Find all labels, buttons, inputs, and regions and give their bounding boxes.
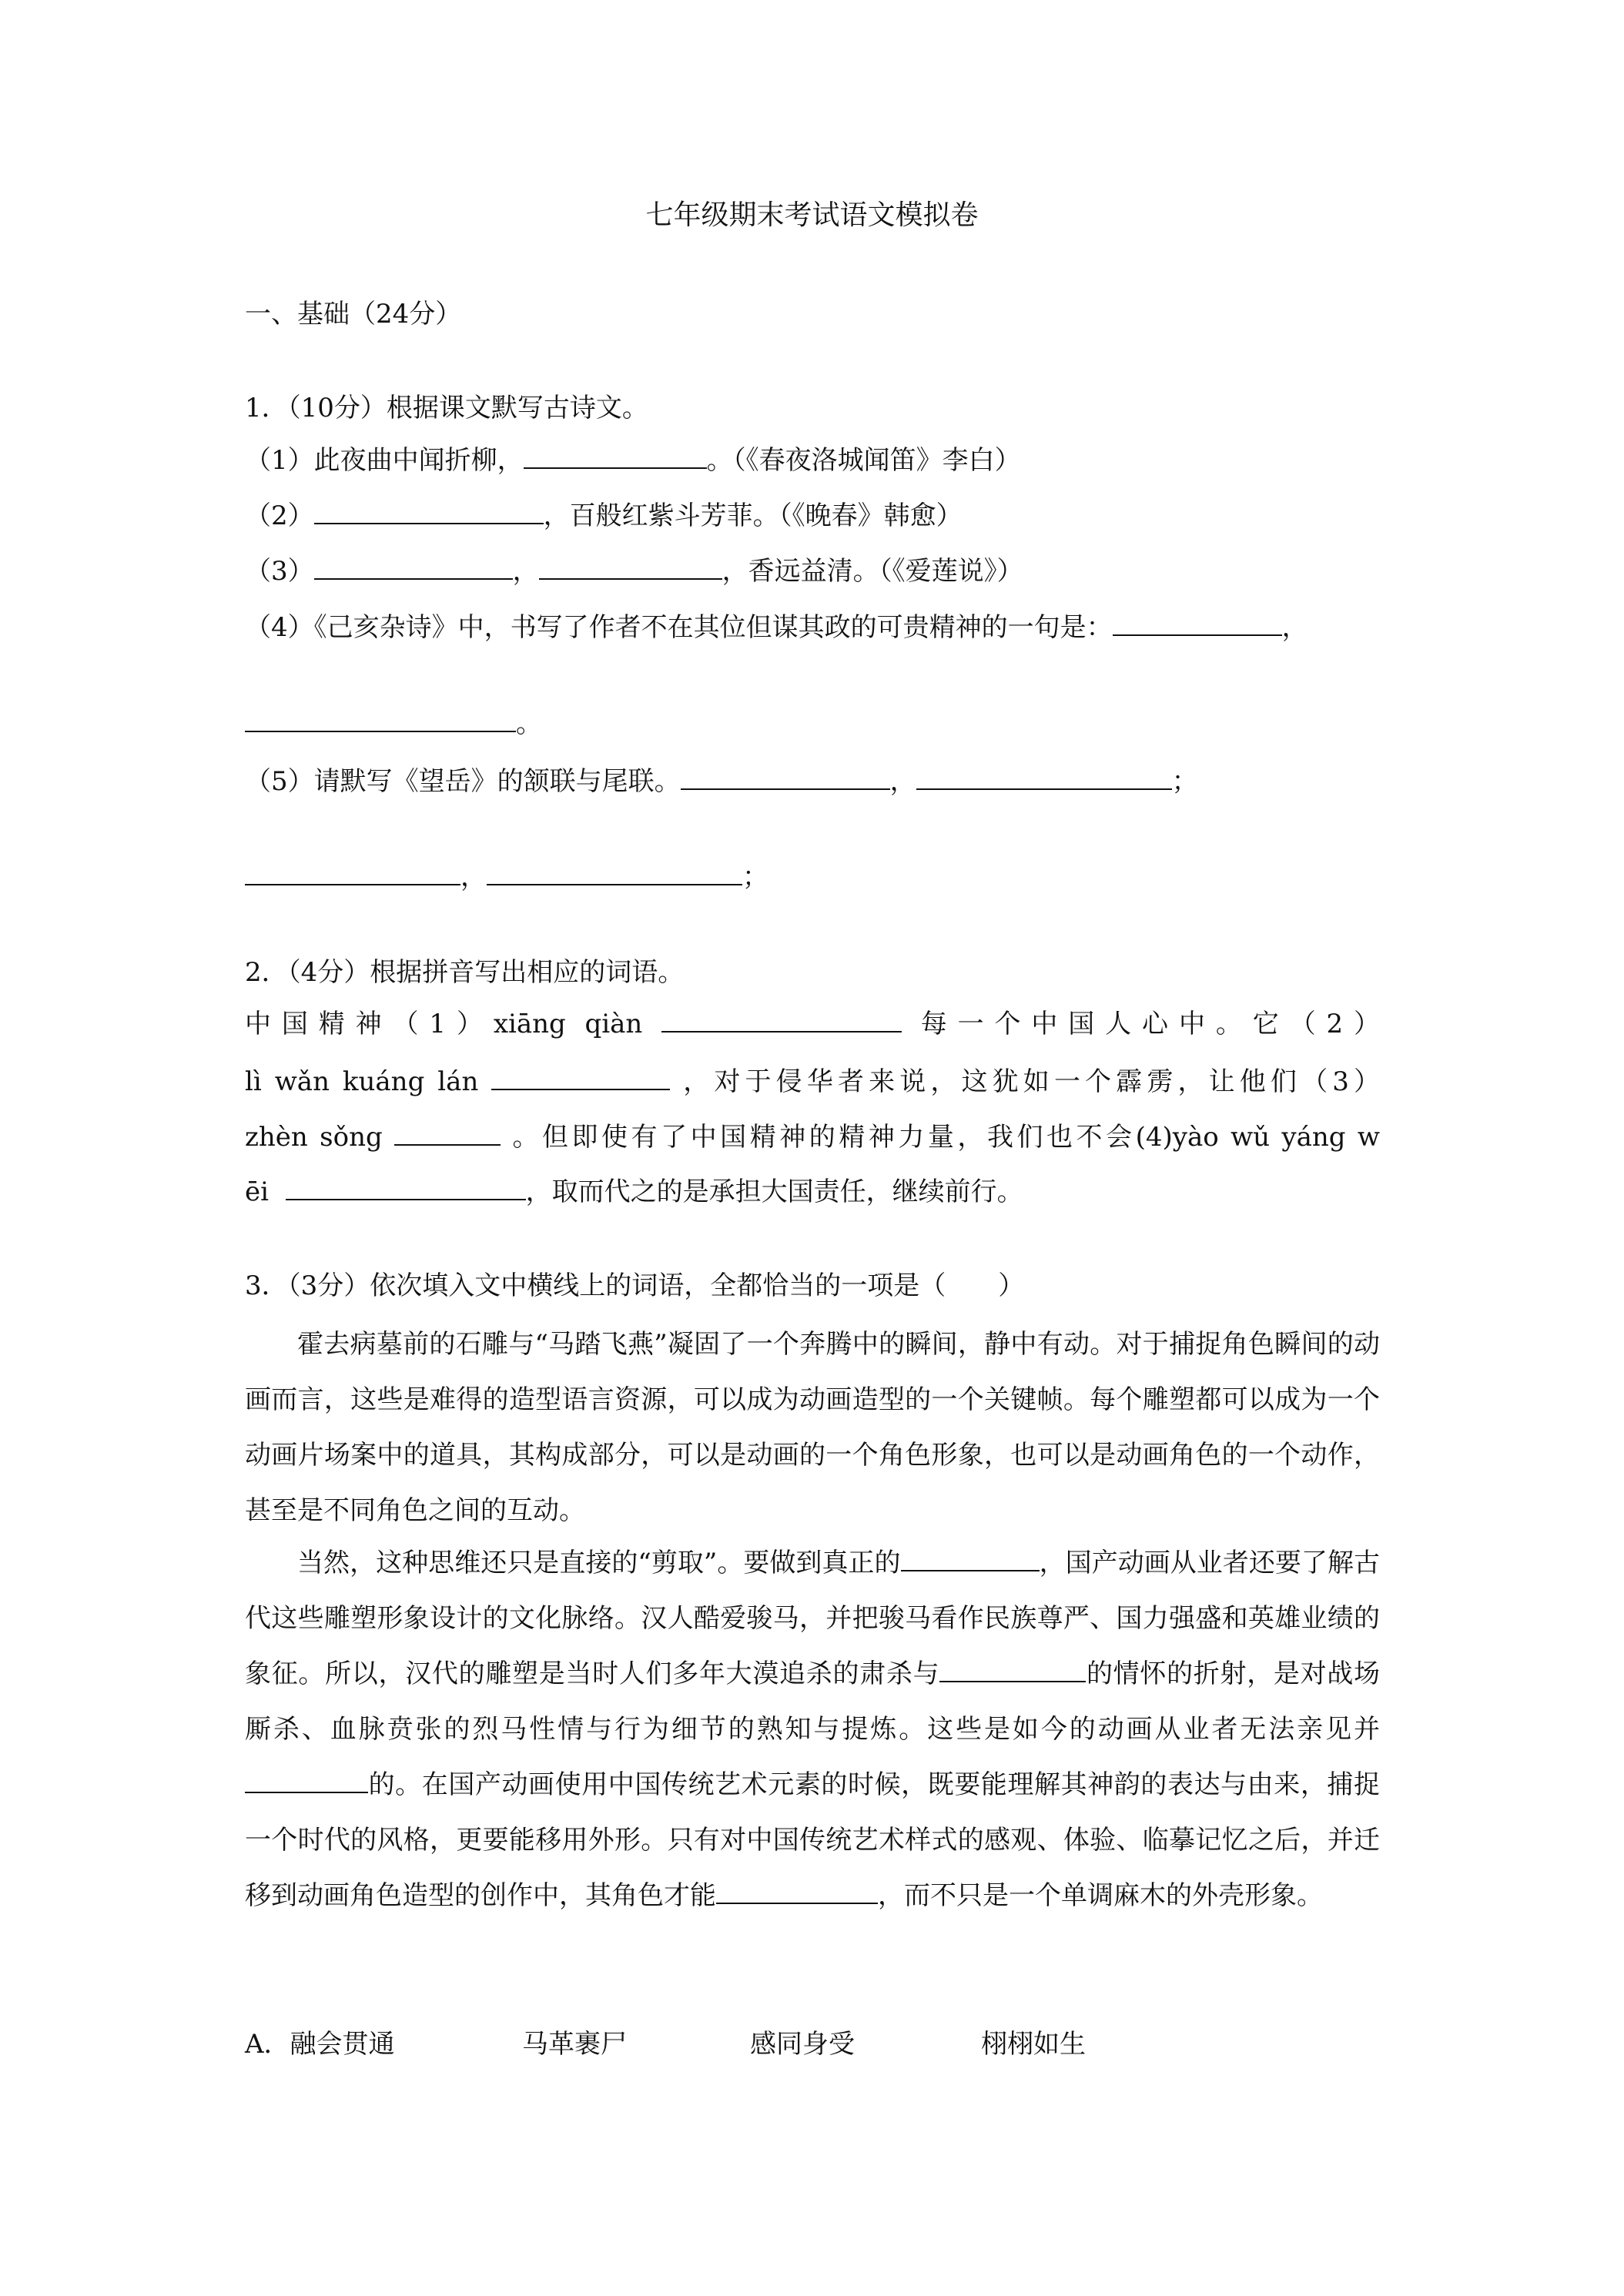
q3-option-a-word-4: 栩栩如生: [981, 2029, 1086, 2060]
q1-item-5-semicolon-1: ；: [1171, 766, 1198, 797]
q1-item-3-blank-1[interactable]: [314, 552, 513, 580]
q1-item-4-blank-2[interactable]: [245, 705, 516, 732]
q2-line-3: [245, 1118, 1380, 1156]
q1-item-3-blank-2[interactable]: [539, 552, 722, 580]
q3-p2-a: 当然，这种思维还只是直接的“剪取”。要做到真正的: [297, 1548, 901, 1578]
q2-blank-4[interactable]: [286, 1173, 526, 1200]
q2-line-2-a: lì wǎn kuáng lán: [245, 1066, 479, 1097]
q3-paragraph-1: 霍去病墓前的石雕与“马踏飞燕”凝固了一个奔腾中的瞬间，静中有动。对于捕捉角色瞬间的动画而言，这些是难得的造型语言资源，可以成为动画造型的一个关键帧。每个雕塑都可以成为一个动画片场案中的道具，其构成部分，可以是动画的一个角色形象，也可以是动画角色的一个动作，甚至是不同角色之间的互动。: [245, 1329, 1380, 1526]
q2-line-2-b: ，对于侵华者来说，这犹如一个霹雳，让他们（3）: [683, 1066, 1380, 1097]
q1-item-5-semicolon-2: ；: [742, 862, 768, 892]
q1-item-4-cont: [245, 705, 542, 743]
q1-item-2-source: ，百般红紫斗芳菲。（《晚春》韩愈）: [543, 500, 963, 531]
q3-option-a[interactable]: [245, 2025, 1380, 2063]
q1-item-5-text: （5）请默写《望岳》的颔联与尾联。: [245, 766, 681, 797]
q3-p2-b: ，国产动画从业者还要了解古代这些雕塑形象设计的文化脉络。汉人酷爱骏马，并把骏马看作民族尊严、国力强盛和英雄业绩的象征。所以，汉代的雕塑是当时人们多年大漠追杀的肃杀与: [245, 1548, 1380, 1689]
q2-line-2: [245, 1063, 1380, 1101]
q1-item-4-blank-1[interactable]: [1113, 608, 1282, 636]
q2-line-4: [245, 1173, 1023, 1211]
q1-item-1-blank[interactable]: [524, 441, 707, 469]
q1-item-1-text: （1）此夜曲中闻折柳，: [245, 445, 524, 476]
q3-blank-4[interactable]: [716, 1876, 878, 1904]
q2-line-1-b: 每一个中国人心中。它（2）: [920, 1009, 1381, 1039]
q1-item-5-blank-1[interactable]: [681, 762, 890, 790]
q3-stem: 3．（3分）依次填入文中横线上的词语，全都恰当的一项是（ ）: [245, 1270, 1025, 1301]
q2-line-3-b: 。但即使有了中国精神的精神力量，我们也不会(4)yào wǔ yáng w: [512, 1122, 1380, 1153]
q3-paragraph-2: [245, 1535, 1380, 1923]
q1-item-5-blank-2[interactable]: [916, 762, 1172, 790]
q2-blank-2[interactable]: [491, 1063, 670, 1090]
q1-item-5-cont: [245, 858, 768, 896]
q3-p2-c: 的情怀的折射，是对战场厮杀、血脉贲张的烈马性情与行为细节的熟知与提炼。这些是如今的动画从业者无法亲见并: [245, 1658, 1381, 1745]
q2-line-4-b: ，取而代之的是承担大国责任，继续前行。: [525, 1176, 1023, 1207]
q3-blank-1[interactable]: [901, 1544, 1040, 1571]
q1-item-2-blank[interactable]: [314, 497, 544, 524]
q1-item-3-text: （3）: [245, 556, 314, 587]
q1-stem: 1．（10分）根据课文默写古诗文。: [245, 393, 648, 423]
q3-p2-d: 的。在国产动画使用中国传统艺术元素的时候，既要能理解其神韵的表达与由来，捕捉一个时代的风格，更要能移用外形。只有对中国传统艺术样式的感观、体验、临摹记忆之后，并迁移到动画角色造型的创作中，其角色才能: [245, 1769, 1380, 1911]
q2-line-1-a: 中国精神（1）xiāng qiàn: [245, 1009, 643, 1039]
q3-option-a-word-3: 感同身受: [750, 2029, 855, 2060]
q1-item-2-text: （2）: [245, 500, 314, 531]
q2-line-3-a: zhèn sǒng: [245, 1122, 383, 1153]
q1-item-4-comma: ，: [1281, 612, 1308, 643]
q2-blank-1[interactable]: [661, 1005, 902, 1033]
q1-item-3-comma: ，: [512, 556, 539, 587]
q1-item-5-blank-3[interactable]: [245, 858, 460, 885]
q3-p2-e: ，而不只是一个单调麻木的外壳形象。: [878, 1880, 1323, 1911]
q3-option-a-word-1: A．融会贯通: [245, 2029, 395, 2060]
q1-item-5: [245, 762, 1198, 801]
q1-item-5-comma-2: ，: [460, 862, 487, 892]
q2-stem: 2．（4分）根据拼音写出相应的词语。: [245, 957, 685, 988]
q2-line-1: [245, 1005, 1380, 1043]
q1-item-3-source: ，香远益清。（《爱莲说》）: [722, 556, 1023, 587]
q2-line-4-a: ēi: [245, 1176, 269, 1207]
q1-item-5-blank-4[interactable]: [487, 858, 742, 885]
page-title: 七年级期末考试语文模拟卷: [645, 199, 979, 231]
q3-blank-3[interactable]: [245, 1766, 368, 1793]
section-heading: 一、基础（24分）: [245, 299, 462, 330]
q1-item-1: [245, 441, 1021, 480]
q1-item-3: [245, 552, 1023, 591]
q1-item-2: [245, 497, 963, 535]
q3-blank-2[interactable]: [939, 1655, 1086, 1682]
q1-item-5-comma-1: ，: [889, 766, 916, 797]
q2-blank-3[interactable]: [394, 1118, 501, 1146]
q3-option-a-word-2: 马革裹尸: [522, 2029, 627, 2060]
q1-item-1-source: 。（《春夜洛城闻笛》李白）: [706, 445, 1021, 476]
q1-item-4-text: （4）《己亥杂诗》中，书写了作者不在其位但谋其政的可贵精神的一句是：: [245, 612, 1113, 643]
q1-item-4: [245, 608, 1308, 647]
q1-item-4-end: 。: [516, 708, 542, 739]
